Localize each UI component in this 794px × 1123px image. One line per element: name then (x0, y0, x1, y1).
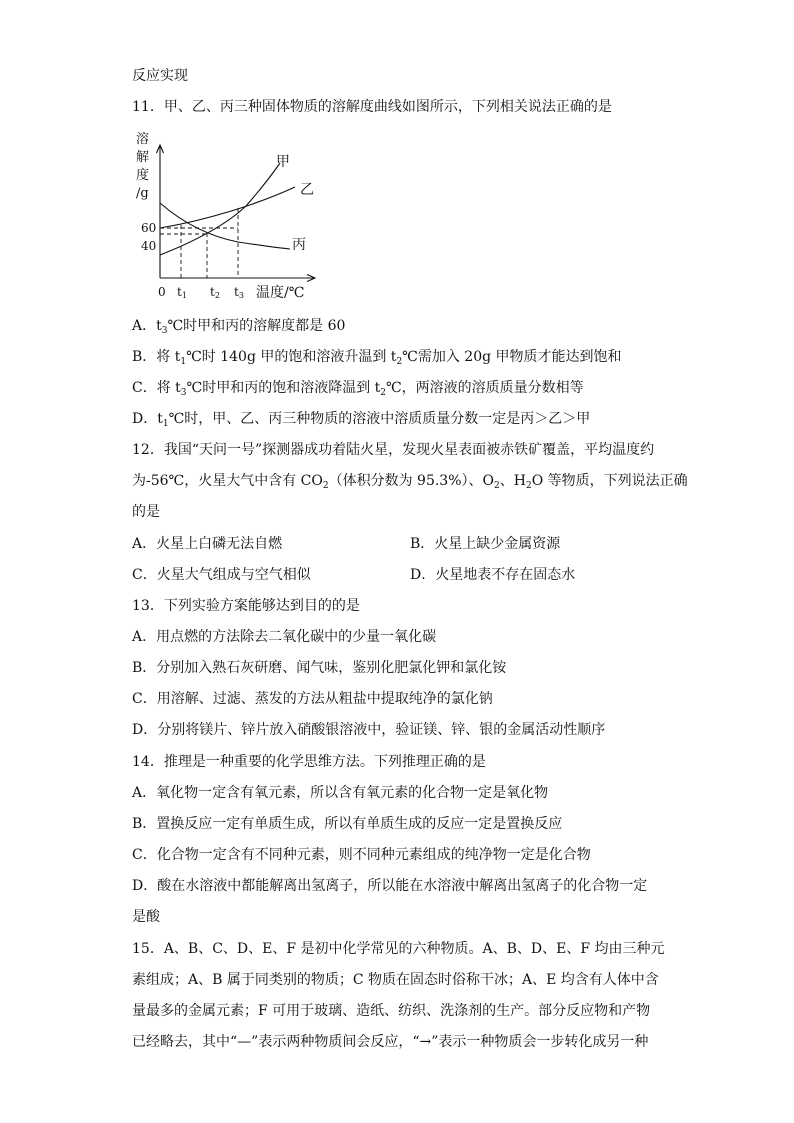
ylabel-char-3: 度 (136, 168, 150, 183)
axes (157, 145, 316, 282)
x-tick-t3: t3 (234, 285, 244, 300)
curve-yi (160, 187, 295, 228)
q14-stem: 14．推理是一种重要的化学思维方法。下列推理正确的是 (132, 754, 486, 770)
q12-stem-line1: 12．我国“天问一号”探测器成功着陆火星，发现火星表面被赤铁矿覆盖，平均温度约 (132, 442, 655, 458)
curve-label-yi: 乙 (300, 182, 314, 198)
q11-option-a: A．$t_3℃$时甲和丙的溶解度都是 60 (132, 318, 346, 336)
q14-option-b: B．置换反应一定有单质生成，所以有单质生成的反应一定是置换反应 (132, 816, 563, 832)
q15-stem-line4: 已经略去，其中“—”表示两种物质间会反应，“→”表示一种物质会一步转化成另一种 (132, 1034, 649, 1050)
y-tick-40: 40 (141, 239, 157, 253)
curves (160, 163, 295, 255)
dashed-guides (160, 208, 238, 278)
q12-stem-line2: 为-56℃，火星大气中含有 $CO_2$（体积分数为 95.3%）、$O_2$、$H_2O$ 等物质，下列说法正确 (132, 473, 688, 491)
q11-option-d: D．$t_1℃$时，甲、乙、丙三种物质的溶液中溶质质量分数一定是丙＞乙＞甲 (132, 411, 591, 429)
q14-option-c: C．化合物一定含有不同种元素，则不同种元素组成的纯净物一定是化合物 (132, 847, 591, 863)
q15-stem-line1: 15．A、B、C、D、E、F 是初中化学常见的六种物质。A、B、D、E、F 均由三种元 (132, 941, 665, 957)
q12-stem-line3: 的是 (132, 504, 160, 520)
header-fragment: 反应实现 (132, 68, 188, 84)
q13-option-c: C．用溶解、过滤、蒸发的方法从粗盐中提取纯净的氯化钠 (132, 691, 493, 707)
q13-option-a: A．用点燃的方法除去二氧化碳中的少量一氧化碳 (132, 629, 437, 645)
ylabel-char-4: /g (136, 186, 149, 201)
q12-option-d: D．火星地表不存在固态水 (410, 567, 576, 583)
curve-bing (160, 203, 290, 249)
y-tick-60: 60 (141, 221, 157, 235)
solubility-curve-graph (128, 128, 328, 308)
q13-option-d: D．分别将镁片、锌片放入硝酸银溶液中，验证镁、锌、银的金属活动性顺序 (132, 722, 606, 738)
ylabel-char-1: 溶 (136, 132, 150, 147)
curve-label-bing: 丙 (292, 237, 306, 253)
q14-option-a: A．氧化物一定含有氧元素，所以含有氧元素的化合物一定是氧化物 (132, 785, 549, 801)
x-tick-t1: t1 (177, 285, 187, 300)
q15-stem-line2: 素组成；A、B 属于同类别的物质；C 物质在固态时俗称干冰；A、E 均含有人体中含 (132, 972, 659, 988)
curve-jia (160, 163, 280, 255)
q14-option-d-line1: D．酸在水溶液中都能解离出氢离子，所以能在水溶液中解离出氢离子的化合物一定 (132, 878, 648, 894)
q12-option-a: A．火星上白磷无法自燃 (132, 536, 283, 552)
q14-option-d-line2: 是酸 (132, 909, 160, 925)
x-axis-label: 温度/℃ (256, 285, 305, 301)
origin-label: 0 (158, 285, 166, 299)
q15-stem-line3: 量最多的金属元素；F 可用于玻璃、造纸、纺织、洗涤剂的生产。部分反应物和产物 (132, 1003, 651, 1019)
q12-option-b: B．火星上缺少金属资源 (410, 536, 561, 552)
q11-option-b: B．将 $t_1℃$时 140g 甲的饱和溶液升温到 $t_2℃$需加入 20g 甲物质才能达到饱和 (132, 349, 622, 367)
q13-option-b: B．分别加入熟石灰研磨、闻气味，鉴别化肥氯化钾和氯化铵 (132, 660, 507, 676)
x-tick-t2: t2 (210, 285, 220, 300)
curve-label-jia: 甲 (276, 154, 290, 170)
q11-stem: 11．甲、乙、丙三种固体物质的溶解度曲线如图所示，下列相关说法正确的是 (132, 99, 612, 115)
q13-stem: 13．下列实验方案能够达到目的的是 (132, 598, 360, 614)
ylabel-char-2: 解 (136, 150, 150, 165)
q12-option-c: C．火星大气组成与空气相似 (132, 567, 311, 583)
q11-option-c: C．将 $t_3℃$时甲和丙的饱和溶液降温到 $t_2℃$，两溶液的溶质质量分数相等 (132, 380, 584, 398)
